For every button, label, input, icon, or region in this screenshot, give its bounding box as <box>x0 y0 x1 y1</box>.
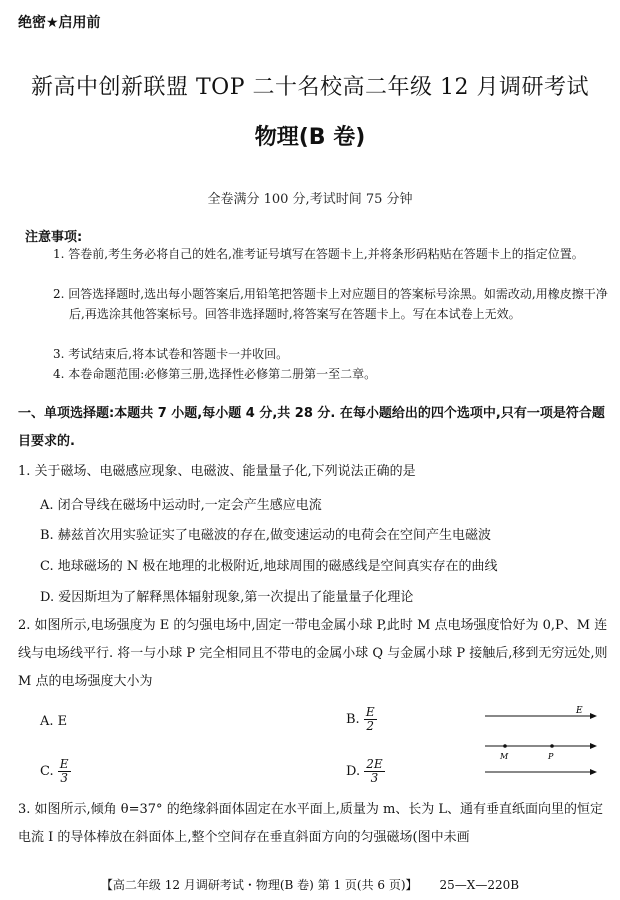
field-label-e: E <box>576 706 583 716</box>
section-heading: 一、单项选择题:本题共 7 小题,每小题 4 分,共 28 分. 在每小题给出的四个选项中,只有一项是符合题目要求的. <box>18 406 605 449</box>
footer-text: 【高二年级 12 月调研考试・物理(B 卷) 第 1 页(共 6 页)】 <box>100 878 418 892</box>
question-2-option-d <box>346 758 385 785</box>
point-m <box>503 744 507 748</box>
question-1-option-d: D. 爱因斯坦为了解释黑体辐射现象,第一次提出了能量量子化理论 <box>40 590 414 605</box>
note-item-3: 3. 考试结束后,将本试卷和答题卡一并收回。 <box>53 347 289 361</box>
field-arrow-middle <box>590 743 597 749</box>
label-p: P <box>548 752 554 761</box>
exam-title: 新高中创新联盟 TOP 二十名校高二年级 12 月调研考试 <box>31 75 589 100</box>
charged-ball-p <box>550 744 554 748</box>
label-m: M <box>500 752 509 761</box>
option-d-numerator: 2E <box>366 757 383 771</box>
note-item-1: 1. 答卷前,考生务必将自己的姓名,准考证号填写在答题卡上,并将条形码粘贴在答题卡上的指定位置。 <box>53 247 584 261</box>
notes-heading: 注意事项: <box>25 230 83 245</box>
exam-subtitle: 物理(B 卷) <box>254 125 366 150</box>
question-1-option-b: B. 赫兹首次用实验证实了电磁波的存在,做变速运动的电荷会在空间产生电磁波 <box>40 528 491 543</box>
field-arrow-top <box>590 713 597 719</box>
option-b-fraction <box>364 706 377 733</box>
option-c-label: C. <box>40 764 54 779</box>
question-2-stem: 2. 如图所示,电场强度为 E 的匀强电场中,固定一带电金属小球 P,此时 M 点电场强度恰好为 0,P、M 连线与电场线平行. 将一与小球 P 完全相同且不带电的金属小球 Q 与金属小球 P 接触后,移到无穷远处,则 M 点的电场强度大小为 <box>18 618 608 689</box>
page-footer <box>0 876 620 893</box>
confidential-mark: 绝密★启用前 <box>18 15 101 31</box>
option-b-label: B. <box>346 712 360 727</box>
option-b-denominator: 2 <box>366 719 375 733</box>
option-d-label: D. <box>346 764 361 779</box>
option-d-fraction <box>364 758 384 785</box>
option-c-numerator: E <box>59 757 69 771</box>
question-1-option-a: A. 闭合导线在磁场中运动时,一定会产生感应电流 <box>40 498 322 513</box>
exam-score-time: 全卷满分 100 分,考试时间 75 分钟 <box>207 192 413 207</box>
footer-code: 25—X—220B <box>439 878 520 892</box>
note-item-4: 4. 本卷命题范围:必修第三册,选择性必修第二册第一至二章。 <box>53 367 377 381</box>
field-arrow-bottom <box>590 769 597 775</box>
question-2-option-a: A. E <box>40 714 68 729</box>
option-c-fraction <box>58 758 71 785</box>
note-item-2: 2. 回答选择题时,选出每小题答案后,用铅笔把答题卡上对应题目的答案标号涂黑。如需改动,用橡皮擦干净后,再选涂其他答案标号。回答非选择题时,将答案写在答题卡上。写在本试卷上无效。 <box>53 287 608 321</box>
question-2-option-c <box>40 758 71 785</box>
question-2-option-b <box>346 706 377 733</box>
electric-field-figure <box>480 704 600 784</box>
option-d-denominator: 3 <box>370 771 379 785</box>
question-1-stem: 1. 关于磁场、电磁感应现象、电磁波、能量量子化,下列说法正确的是 <box>18 464 416 479</box>
question-3-stem: 3. 如图所示,倾角 θ=37° 的绝缘斜面体固定在水平面上,质量为 m、长为 L、通有垂直纸面向里的恒定电流 I 的导体棒放在斜面体上,整个空间存在垂直斜面方向的匀强磁场(图中未画 <box>18 802 604 845</box>
option-b-numerator: E <box>365 705 375 719</box>
option-c-denominator: 3 <box>60 771 68 785</box>
question-1-option-c: C. 地球磁场的 N 极在地理的北极附近,地球周围的磁感线是空间真实存在的曲线 <box>40 559 498 574</box>
